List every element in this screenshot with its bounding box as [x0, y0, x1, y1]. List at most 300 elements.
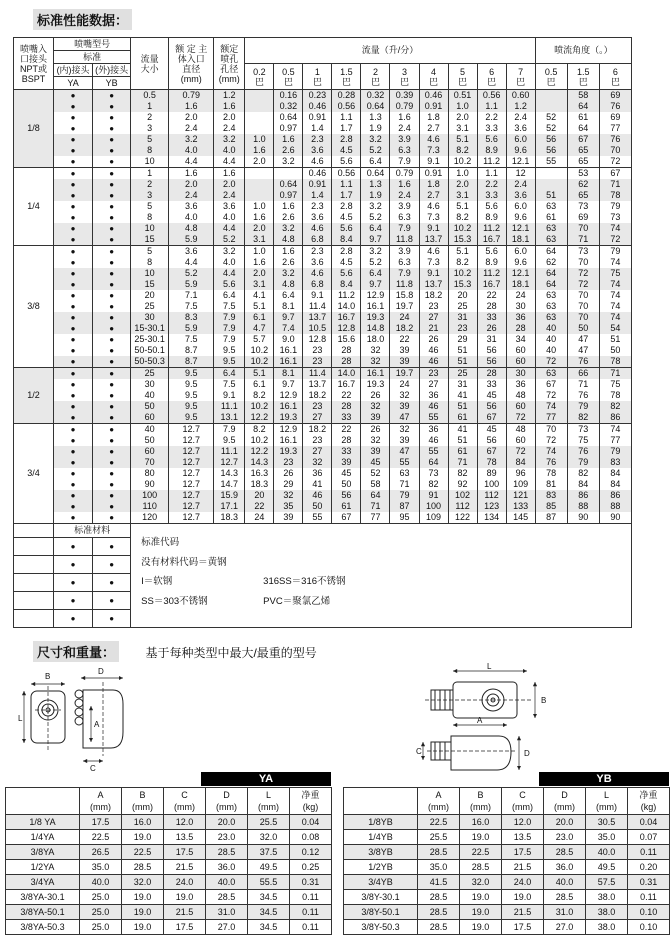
perf-row: [14, 334, 632, 345]
flow-value-cell: 5.6: [332, 268, 361, 279]
flow-value-cell: 41: [448, 424, 477, 436]
orifice-dia-cell: 2.0: [214, 112, 245, 123]
materials-notes-inner: [131, 524, 631, 611]
dim-value-cell: 0.25: [290, 860, 332, 875]
flow-value-cell: 23: [274, 457, 303, 468]
flow-value-cell: 8.2: [245, 390, 274, 401]
flow-size-cell: 15: [131, 234, 169, 246]
flow-value-cell: 11.2: [477, 223, 506, 234]
flow-value-cell: 4.8: [274, 279, 303, 290]
flow-value-cell: 4.6: [419, 134, 448, 145]
perf-row: [14, 190, 632, 201]
flow-value-cell: 33: [477, 379, 506, 390]
dim-value-cell: 28.5: [418, 890, 460, 905]
inlet-dia-cell: 8.7: [169, 345, 214, 356]
angle-value-cell: 90: [599, 512, 631, 524]
flow-size-cell: 60: [131, 446, 169, 457]
flow-value-cell: 1.6: [274, 134, 303, 145]
ya-dot: ●: [54, 556, 93, 574]
flow-value-cell: 56: [477, 401, 506, 412]
flow-value-cell: 16.7: [477, 279, 506, 290]
flow-value-cell: 2.0: [448, 179, 477, 190]
flow-value-cell: 26: [419, 334, 448, 345]
flow-value-cell: 1.0: [245, 201, 274, 212]
pressure-unit: 巴: [370, 76, 380, 87]
flow-value-cell: 12: [506, 168, 535, 180]
flow-size-cell: 70: [131, 457, 169, 468]
flow-value-cell: 27: [419, 312, 448, 323]
pressure-value: 0.5: [282, 66, 295, 77]
angle-value-cell: 64: [567, 123, 599, 134]
angle-value-cell: 83: [535, 490, 567, 501]
standard-header: 标准: [54, 51, 131, 64]
perf-row: [14, 490, 632, 501]
dims-title-row: [33, 641, 669, 662]
angle-value-cell: 74: [599, 424, 631, 436]
ya-dot: ●: [54, 334, 93, 345]
flow-value-cell: 15.3: [448, 234, 477, 246]
orifice-dia-cell: 9.5: [214, 356, 245, 368]
flow-value-cell: 10.2: [245, 356, 274, 368]
flow-value-cell: 2.3: [303, 134, 332, 145]
perf-row: [14, 123, 632, 134]
orifice-dia-cell: 2.4: [214, 190, 245, 201]
angle-value-cell: 77: [599, 123, 631, 134]
angle-value-cell: 65: [567, 190, 599, 201]
flow-value-cell: 8.1: [274, 301, 303, 312]
dim-row: [344, 860, 670, 875]
perf-row: [14, 390, 632, 401]
flow-value-cell: 9.7: [361, 234, 390, 246]
ya-dot: ●: [54, 145, 93, 156]
dim-value-cell: 28.5: [206, 845, 248, 860]
angle-value-cell: 82: [567, 468, 599, 479]
ya-dot: ●: [54, 90, 93, 102]
flow-value-cell: 15.3: [448, 279, 477, 290]
inner-conn-header: (内)接头: [54, 64, 93, 77]
angle-value-cell: 70: [567, 301, 599, 312]
perf-row: [14, 512, 632, 524]
angle-value-cell: 64: [535, 246, 567, 258]
yb-dot: ●: [93, 424, 131, 436]
flow-value-cell: 73: [419, 468, 448, 479]
perf-row: [14, 168, 632, 180]
angle-value-cell: 71: [567, 379, 599, 390]
flow-value-cell: 36: [419, 390, 448, 401]
dim-header: [6, 788, 332, 815]
flow-value-cell: 71: [390, 479, 419, 490]
angle-value-cell: 84: [599, 468, 631, 479]
inlet-dia-cell: 12.7: [169, 479, 214, 490]
flow-value-cell: [245, 190, 274, 201]
dim-row: [6, 890, 332, 905]
flow-value-cell: 21: [419, 323, 448, 334]
flow-value-cell: 67: [477, 412, 506, 424]
dim-col-header: [164, 788, 206, 815]
flow-value-cell: 6.4: [274, 290, 303, 301]
flow-size-cell: 40: [131, 424, 169, 436]
flow-value-cell: 4.5: [332, 145, 361, 156]
dim-label-l: L: [18, 714, 23, 723]
flow-value-cell: 79: [390, 490, 419, 501]
flow-value-cell: 0.56: [332, 101, 361, 112]
flow-value-cell: 61: [448, 412, 477, 424]
flow-value-cell: 0.28: [332, 90, 361, 102]
flow-value-cell: 32: [303, 457, 332, 468]
flow-value-cell: 12.2: [245, 412, 274, 424]
dim-value-cell: 25.0: [80, 890, 122, 905]
flow-value-cell: 32: [274, 490, 303, 501]
flow-value-cell: 102: [448, 490, 477, 501]
flow-size-cell: 5: [131, 246, 169, 258]
dim-value-cell: 38.0: [586, 920, 628, 935]
dim-label-l: L: [487, 662, 492, 671]
angle-value-cell: 78: [599, 390, 631, 401]
flow-value-cell: 16.1: [361, 368, 390, 380]
angle-value-cell: 70: [567, 290, 599, 301]
perf-row: [14, 145, 632, 156]
materials-line: [141, 533, 631, 553]
inlet-dia-cell: 9.5: [169, 412, 214, 424]
flow-value-cell: 67: [332, 512, 361, 524]
flow-value-cell: 45: [477, 424, 506, 436]
inlet-dia-cell: 7.5: [169, 334, 214, 345]
dim-value-cell: 32.0: [122, 875, 164, 890]
angle-value-cell: 73: [599, 212, 631, 223]
flow-value-cell: 23: [303, 356, 332, 368]
angle-value-cell: 78: [599, 190, 631, 201]
angle-value-cell: 86: [599, 490, 631, 501]
flow-size-cell: 0.5: [131, 90, 169, 102]
yb-dot: ●: [93, 379, 131, 390]
flow-value-cell: 22: [390, 334, 419, 345]
flow-size-cell: 50-50.1: [131, 345, 169, 356]
dim-header-row: [6, 788, 332, 815]
angle-value-cell: 64: [535, 268, 567, 279]
pressure-unit: 巴: [283, 76, 293, 87]
flow-value-cell: 10.2: [448, 268, 477, 279]
angle-value-cell: 51: [535, 190, 567, 201]
dim-col-unit: (kg): [302, 802, 319, 812]
flow-value-cell: 6.3: [390, 212, 419, 223]
yb-dot: ●: [93, 179, 131, 190]
inlet-header-line: NPT或: [20, 63, 48, 74]
flow-value-cell: 13.7: [303, 312, 332, 323]
perf-header-row-1: [14, 38, 632, 51]
pressure-value: 1: [314, 66, 320, 77]
flow-value-cell: 55: [303, 512, 332, 524]
orifice-dia-cell: 9.5: [214, 435, 245, 446]
angle-value-cell: 69: [599, 90, 631, 102]
flow-value-cell: 96: [506, 468, 535, 479]
dim-col-unit: (mm): [470, 802, 491, 812]
orifice-dia-cell: 7.9: [214, 424, 245, 436]
dim-label-d: D: [98, 667, 104, 676]
yb-dot: ●: [93, 323, 131, 334]
inlet-col-header: [14, 38, 54, 90]
flow-value-cell: 0.32: [361, 90, 390, 102]
flow-value-cell: 50: [303, 501, 332, 512]
flow-value-cell: 0.39: [390, 90, 419, 102]
dim-col-header: [544, 788, 586, 815]
flow-size-cell: 3: [131, 190, 169, 201]
flow-value-cell: [274, 168, 303, 180]
flow-value-cell: 2.8: [332, 201, 361, 212]
yb-dot: ●: [93, 468, 131, 479]
materials-inlet-cell: [14, 556, 54, 574]
flow-value-cell: 0.56: [332, 168, 361, 180]
angle-value-cell: 79: [599, 201, 631, 212]
perf-row: [14, 134, 632, 145]
flow-value-cell: 0.91: [303, 179, 332, 190]
perf-row: [14, 379, 632, 390]
dim-col-label: B: [477, 790, 484, 800]
angle-value-cell: 55: [535, 156, 567, 168]
angle-value-cell: 76: [567, 446, 599, 457]
yb-dot: ●: [93, 290, 131, 301]
flow-value-cell: 15.6: [332, 334, 361, 345]
perf-row: [14, 112, 632, 123]
model-cell: 3/8Y-30.1: [344, 890, 418, 905]
inlet-dia-cell: 5.9: [169, 279, 214, 290]
flow-size-cell: 10: [131, 223, 169, 234]
angle-value-cell: [535, 90, 567, 102]
flow-value-cell: 2.7: [419, 123, 448, 134]
dim-value-cell: 0.20: [628, 860, 670, 875]
flow-value-cell: 1.6: [390, 179, 419, 190]
orifice-dia-line: 孔径: [220, 63, 239, 74]
flow-value-cell: 32: [390, 424, 419, 436]
flow-value-cell: 25: [448, 368, 477, 380]
flow-value-cell: 31: [448, 312, 477, 323]
angle-value-cell: 74: [599, 312, 631, 323]
inlet-dia-header: [169, 38, 214, 90]
angle-value-cell: 74: [535, 446, 567, 457]
dim-value-cell: 36.0: [206, 860, 248, 875]
flow-value-cell: 27: [303, 446, 332, 457]
flow-value-cell: 6.4: [361, 223, 390, 234]
orifice-dia-cell: 3.6: [214, 201, 245, 212]
inlet-dia-cell: 3.2: [169, 134, 214, 145]
flow-value-cell: 0.46: [419, 90, 448, 102]
flow-value-cell: 8.2: [245, 424, 274, 436]
inlet-dia-cell: 12.7: [169, 468, 214, 479]
flow-value-cell: 1.7: [332, 123, 361, 134]
angle-value-cell: 58: [567, 90, 599, 102]
angle-value-cell: 71: [599, 368, 631, 380]
flow-value-cell: 10.2: [245, 345, 274, 356]
flow-value-cell: 63: [390, 468, 419, 479]
flow-value-cell: 60: [506, 345, 535, 356]
materials-header-row: [14, 524, 632, 538]
dim-value-cell: 19.0: [460, 905, 502, 920]
perf-row: [14, 312, 632, 323]
flow-value-cell: 31: [448, 379, 477, 390]
angle-value-cell: 50: [599, 345, 631, 356]
orifice-dia-cell: 3.2: [214, 246, 245, 258]
angle-value-cell: 72: [535, 435, 567, 446]
dim-value-cell: 40.0: [544, 875, 586, 890]
flow-value-cell: 18.2: [390, 323, 419, 334]
flow-value-cell: 52: [361, 468, 390, 479]
yb-dot: ●: [93, 334, 131, 345]
ya-dot: ●: [54, 246, 93, 258]
flow-size-cell: 15: [131, 279, 169, 290]
perf-row: [14, 501, 632, 512]
model-cell: 1/4YA: [6, 830, 80, 845]
flow-value-cell: 10.2: [245, 435, 274, 446]
dim-row: [6, 815, 332, 830]
perf-row: [14, 401, 632, 412]
dim-value-cell: 41.5: [418, 875, 460, 890]
flow-value-cell: 30: [506, 368, 535, 380]
angle-group-header: 喷流角度（。）: [535, 38, 631, 64]
dim-value-cell: 28.5: [206, 890, 248, 905]
yb-diagram: [343, 664, 669, 772]
ya-dot: ●: [54, 610, 93, 628]
dim-corner-cell: [344, 788, 418, 815]
dim-value-cell: 0.11: [290, 920, 332, 935]
model-cell: 3/8Y-50.3: [344, 920, 418, 935]
angle-value-cell: 40: [535, 334, 567, 345]
flow-value-cell: 0.51: [448, 90, 477, 102]
flow-value-cell: 95: [390, 512, 419, 524]
dim-value-cell: 19.0: [164, 890, 206, 905]
angle-value-cell: 86: [599, 412, 631, 424]
dim-col-header: [502, 788, 544, 815]
perf-section: [14, 90, 632, 168]
dim-value-cell: 17.5: [80, 815, 122, 830]
angle-value-cell: 84: [599, 479, 631, 490]
orifice-dia-cell: 6.4: [214, 368, 245, 380]
dim-value-cell: 34.5: [248, 890, 290, 905]
flow-value-cell: 3.6: [303, 257, 332, 268]
flow-value-cell: 51: [448, 345, 477, 356]
flow-value-cell: 9.0: [274, 334, 303, 345]
dim-col-unit: (mm): [428, 802, 449, 812]
dim-value-cell: 0.12: [290, 845, 332, 860]
flow-value-cell: 0.79: [390, 168, 419, 180]
flow-value-cell: 3.6: [303, 145, 332, 156]
angle-value-cell: 77: [535, 412, 567, 424]
ya-dot: ●: [54, 446, 93, 457]
flow-value-cell: 6.4: [361, 268, 390, 279]
flow-value-cell: 28: [477, 368, 506, 380]
dim-col-label: A: [97, 790, 104, 800]
angle-value-cell: 53: [567, 168, 599, 180]
flow-value-cell: 23: [419, 301, 448, 312]
flow-value-cell: 11.4: [303, 301, 332, 312]
flow-value-cell: 8.4: [332, 279, 361, 290]
flow-value-cell: 39: [390, 435, 419, 446]
yb-dot: ●: [93, 512, 131, 524]
inlet-dia-cell: 5.2: [169, 268, 214, 279]
flow-value-cell: 8.4: [332, 234, 361, 246]
flow-value-cell: [245, 101, 274, 112]
flow-value-cell: 64: [419, 457, 448, 468]
flow-value-cell: 4.6: [303, 268, 332, 279]
ya-dot: ●: [54, 379, 93, 390]
perf-row: [14, 257, 632, 268]
flow-value-cell: 3.1: [245, 279, 274, 290]
flow-value-cell: 0.64: [274, 112, 303, 123]
orifice-dia-cell: 7.5: [214, 379, 245, 390]
dim-value-cell: 17.5: [502, 920, 544, 935]
orifice-dia-cell: 1.6: [214, 168, 245, 180]
outer-conn-header: (外)接头: [93, 64, 131, 77]
yb-dot: ●: [93, 90, 131, 102]
pressure-value: 6: [489, 66, 495, 77]
inlet-dia-cell: 4.4: [169, 156, 214, 168]
flow-value-cell: 16.7: [332, 312, 361, 323]
angle-value-cell: 73: [567, 424, 599, 436]
angle-value-cell: 72: [567, 268, 599, 279]
materials-section: [14, 524, 632, 628]
model-cell: 3/4YA: [6, 875, 80, 890]
dim-col-header: [628, 788, 670, 815]
pressure-col-header: [419, 64, 448, 90]
angle-value-cell: 63: [535, 223, 567, 234]
angle-value-cell: 79: [567, 401, 599, 412]
materials-inlet-cell: [14, 524, 54, 538]
flow-value-cell: 9.1: [419, 156, 448, 168]
flow-value-cell: 30: [506, 301, 535, 312]
flow-value-cell: 7.3: [419, 145, 448, 156]
dim-value-cell: 28.5: [544, 845, 586, 860]
flow-value-cell: 3.1: [448, 123, 477, 134]
yb-dot: ●: [93, 610, 131, 628]
flow-value-cell: 25: [448, 301, 477, 312]
angle-value-cell: 75: [599, 268, 631, 279]
ya-dot: ●: [54, 134, 93, 145]
flow-size-cell: 25: [131, 301, 169, 312]
yb-header: YB: [93, 77, 131, 90]
perf-section: [14, 368, 632, 424]
flow-value-cell: 10.2: [448, 156, 477, 168]
ya-dot: ●: [54, 468, 93, 479]
flow-value-cell: 2.4: [506, 179, 535, 190]
flow-size-cell: 10: [131, 156, 169, 168]
yb-dot: ●: [93, 145, 131, 156]
flow-value-cell: 8.9: [477, 145, 506, 156]
angle-value-cell: 52: [535, 112, 567, 123]
angle-value-cell: 74: [599, 279, 631, 290]
flow-value-cell: 56: [332, 490, 361, 501]
perf-row: [14, 246, 632, 258]
flow-value-cell: 28: [332, 401, 361, 412]
perf-row: [14, 301, 632, 312]
flow-value-cell: 51: [448, 401, 477, 412]
flow-value-cell: 4.5: [332, 212, 361, 223]
yb-dot: ●: [93, 345, 131, 356]
dim-value-cell: 0.08: [290, 830, 332, 845]
orifice-dia-cell: 9.1: [214, 390, 245, 401]
inlet-header-line: 口接头: [20, 53, 48, 64]
perf-section: [14, 246, 632, 368]
flow-value-cell: 1.6: [245, 212, 274, 223]
angle-value-cell: 56: [535, 145, 567, 156]
dim-value-cell: 38.0: [586, 890, 628, 905]
flow-value-cell: 58: [361, 479, 390, 490]
flow-value-cell: 28: [477, 301, 506, 312]
angle-value-cell: 88: [599, 501, 631, 512]
flow-value-cell: 3.2: [274, 156, 303, 168]
inlet-header-line: BSPT: [21, 73, 46, 84]
model-cell: 3/8YA-50.1: [6, 905, 80, 920]
angle-value-cell: 61: [535, 212, 567, 223]
flow-size-header: [131, 38, 169, 90]
flow-value-cell: 1.8: [419, 112, 448, 123]
